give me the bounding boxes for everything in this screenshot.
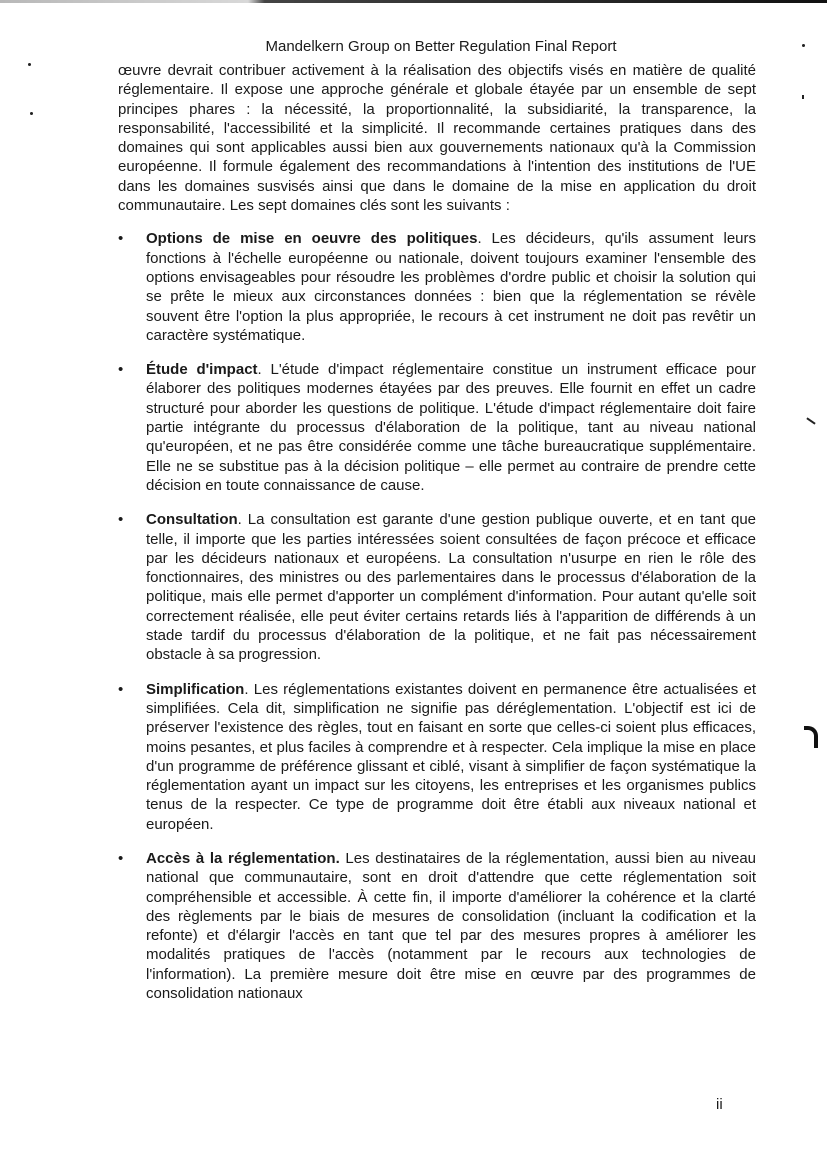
intro-paragraph: œuvre devrait contribuer activement à la réalisation des objectifs visés en matière de qualité réglementaire. Il expose une approche générale et globale étayée par un ensemble de sept principes phares : la nécessité, la proportionnalité, la subsidiarité, la transparence, la responsabilité, l'accessibilité et la simplicité. Il recommande certaines pratiques dans des domaines qui sont applicables aussi bien aux gouvernements nationaux qu'à la Commission européenne. Il formule également des recommandations à l'intention des institutions de l'UE dans les domaines susvisés ainsi que dans le domaine de la mise en application du droit communautaire. Les sept domaines clés sont les suivants : [118,62,756,215]
scan-speck [30,112,33,115]
scan-speck [806,417,815,424]
bullet-term: Options de mise en oeuvre des politiques [146,230,478,248]
bullet-term: Consultation [146,511,238,529]
bullet-icon: • [118,680,124,698]
bullet-text: Les destinataires de la réglementation, aussi bien au niveau national que communautaire, sont en droit d'attendre que cette réglementation soit compréhensible et accessible. À cette fin, il importe d'améliorer la cohérence et la clarté des règlements par le biais de mesures de consolidation (incluant la codification et la refonte) et d'élargir l'accès en tant que tel par des mesures propres à améliorer les modalités pratiques de l'accès (notamment par le recours aux technologies de l'information). La première mesure doit être mise en œuvre par des programmes de consolidation nationaux [146,849,756,1003]
scan-speck [802,95,804,99]
bullet-term: Étude d'impact [146,361,258,379]
bullet-text: . Les décideurs, qu'ils assument leurs fonctions à l'échelle européenne ou nationale, doivent toujours examiner l'ensemble des options envisageables pour résoudre les problèmes d'ordre public et choisir la solution qui se prête le mieux aux circonstances données : bien que la réglementation se révèle souvent être l'option la plus appropriée, le recours à cet instrument ne doit pas revêtir un caractère systématique. [146,230,757,344]
page-number: ii [716,1096,723,1113]
bullet-icon: • [118,849,124,867]
list-item [118,229,756,345]
bullet-text: . Les réglementations existantes doivent en permanence être actualisées et simplifiées. Cela dit, simplification ne signifie pas déréglementation. L'objectif est ici de préserver l'existence des règles, tout en faisant en sorte que celles-ci soient plus efficaces, moins pesantes, et plus faciles à comprendre et à respecter. Cela implique la mise en place d'un programme de préférence glissant et ciblé, visant à simplifier de façon systématique la réglementation ayant un impact sur les citoyens, les entreprises et les organismes publics tenus de la respecter. Ce type de programme doit être établi aux niveaux national et européen. [146,680,756,833]
bullet-icon: • [118,361,124,379]
bullet-icon: • [118,230,124,248]
scan-speck [28,63,31,66]
bullet-term: Simplification [146,680,245,698]
list-item [118,510,756,664]
list-item [118,849,756,1003]
document-page [118,38,756,1018]
scan-speck [802,44,805,47]
key-areas-list [118,229,756,1003]
bullet-icon: • [118,511,124,529]
bullet-term: Accès à la réglementation. [146,849,340,867]
list-item [118,680,756,834]
list-item [118,360,756,495]
scan-mark [804,726,818,748]
scan-edge [0,0,827,3]
bullet-text: . La consultation est garante d'une gestion publique ouverte, et en tant que telle, il importe que les parties intéressées soient consultées de façon précoce et efficace par les décideurs nationaux et européens. La consultation n'usurpe en rien le rôle des fonctionnaires, des ministres ou des parlementaires dans le processus d'élaboration de la politique, mais elle permet d'apporter un complément d'information. Pour autant qu'elle soit correctement réalisée, elle peut éviter certains retards liés à l'apparition de différends à un stade tardif du processus d'élaboration de la politique, et ne fait pas nécessairement obstacle à sa progression. [146,511,756,664]
bullet-text: . L'étude d'impact réglementaire constitue un instrument efficace pour élaborer des politiques modernes étayées par des preuves. Elle fournit en effet un cadre structuré pour aborder les questions de politique. L'étude d'impact réglementaire doit faire partie intégrante du processus d'élaboration de la politique, tant au niveau national qu'européen, et ne pas être considérée comme une tâche bureaucratique supplémentaire. Elle ne se substitue pas à la décision politique – elle permet au contraire de prendre cette décision en toute connaissance de cause. [146,361,756,494]
running-header: Mandelkern Group on Better Regulation Final Report [265,38,617,55]
